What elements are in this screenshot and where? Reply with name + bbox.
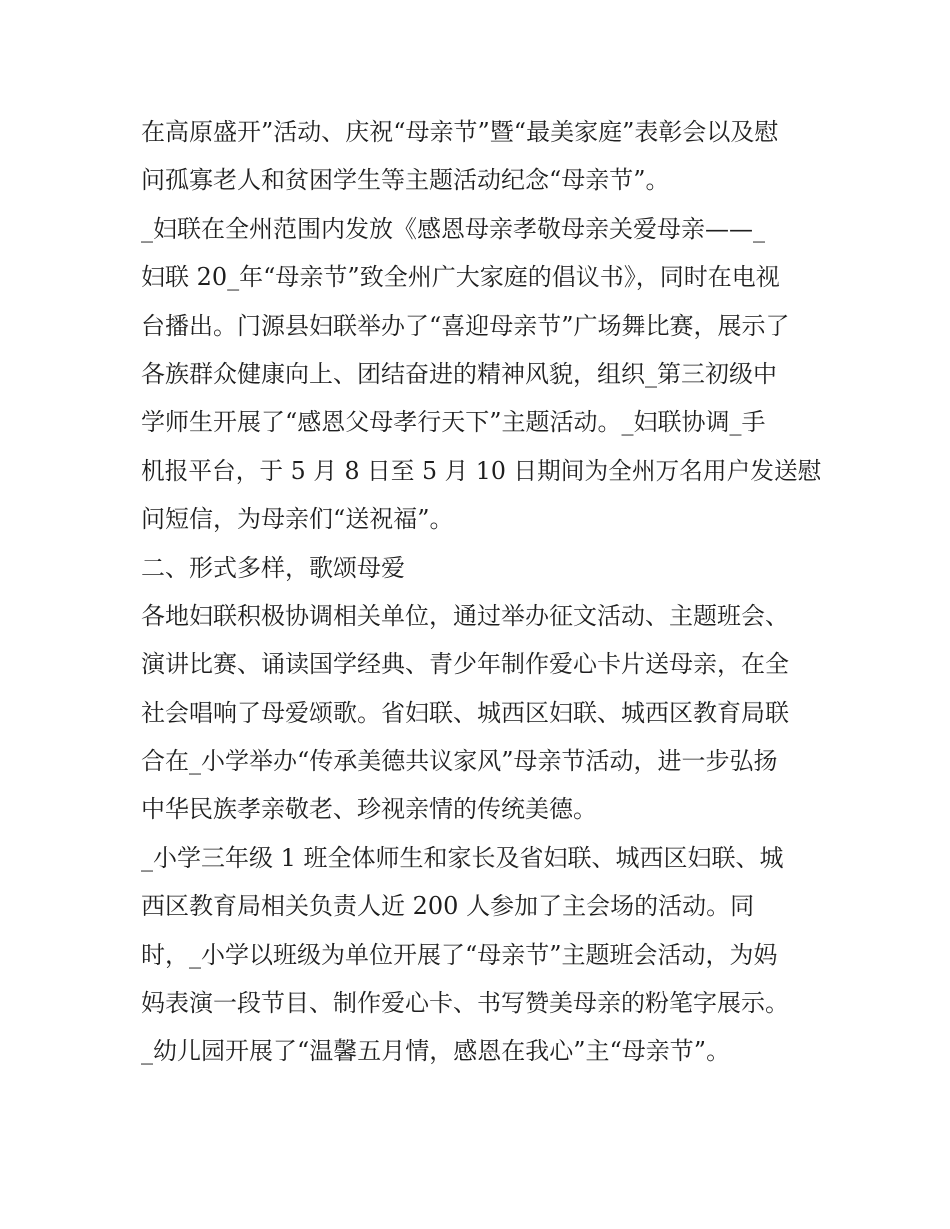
text-line: 社会唱响了母爱颂歌。省妇联、城西区妇联、城西区教育局联 [141, 698, 789, 727]
text-line: 学师生开展了“感恩父母孝行天下”主题活动。_妇联协调_手 [141, 408, 766, 437]
text-line: _妇联在全州范围内发放《感恩母亲孝敬母亲关爱母亲——_ [141, 214, 765, 243]
body-text [141, 108, 821, 1076]
text-line: 问孤寡老人和贫困学生等主题活动纪念“母亲节”。 [141, 166, 670, 195]
text-line: 机报平台，于 5 月 8 日至 5 月 10 日期间为全州万名用户发送慰 [141, 456, 822, 485]
text-line: 时，_小学以班级为单位开展了“母亲节”主题班会活动，为妈 [141, 940, 778, 969]
text-line: 中华民族孝亲敬老、珍视亲情的传统美德。 [141, 795, 597, 824]
text-line: 妇联 20_年“母亲节”致全州广大家庭的倡议书》，同时在电视 [141, 263, 780, 292]
text-line: 各地妇联积极协调相关单位，通过举办征文活动、主题班会、 [141, 601, 789, 630]
section-heading: 二、形式多样，歌颂母爱 [141, 553, 405, 582]
text-line: 西区教育局相关负责人近 200 人参加了主会场的活动。同 [141, 892, 755, 921]
text-line: 妈表演一段节目、制作爱心卡、书写赞美母亲的粉笔字展示。 [141, 989, 789, 1018]
text-line: 问短信，为母亲们“送祝福”。 [141, 505, 454, 534]
text-line: 台播出。门源县妇联举办了“喜迎母亲节”广场舞比赛，展示了 [141, 311, 790, 340]
text-line: _幼儿园开展了“温馨五月情，感恩在我心”主“母亲节”。 [141, 1037, 731, 1066]
text-line: 合在_小学举办“传承美德共议家风”母亲节活动，进一步弘扬 [141, 747, 778, 776]
text-line: 在高原盛开”活动、庆祝“母亲节”暨“最美家庭”表彰会以及慰 [141, 118, 779, 146]
text-line: _小学三年级 1 班全体师生和家长及省妇联、城西区妇联、城 [141, 843, 784, 872]
text-line: 各族群众健康向上、团结奋进的精神风貌，组织_第三初级中 [141, 359, 777, 388]
text-line: 演讲比赛、诵读国学经典、青少年制作爱心卡片送母亲，在全 [141, 650, 789, 679]
